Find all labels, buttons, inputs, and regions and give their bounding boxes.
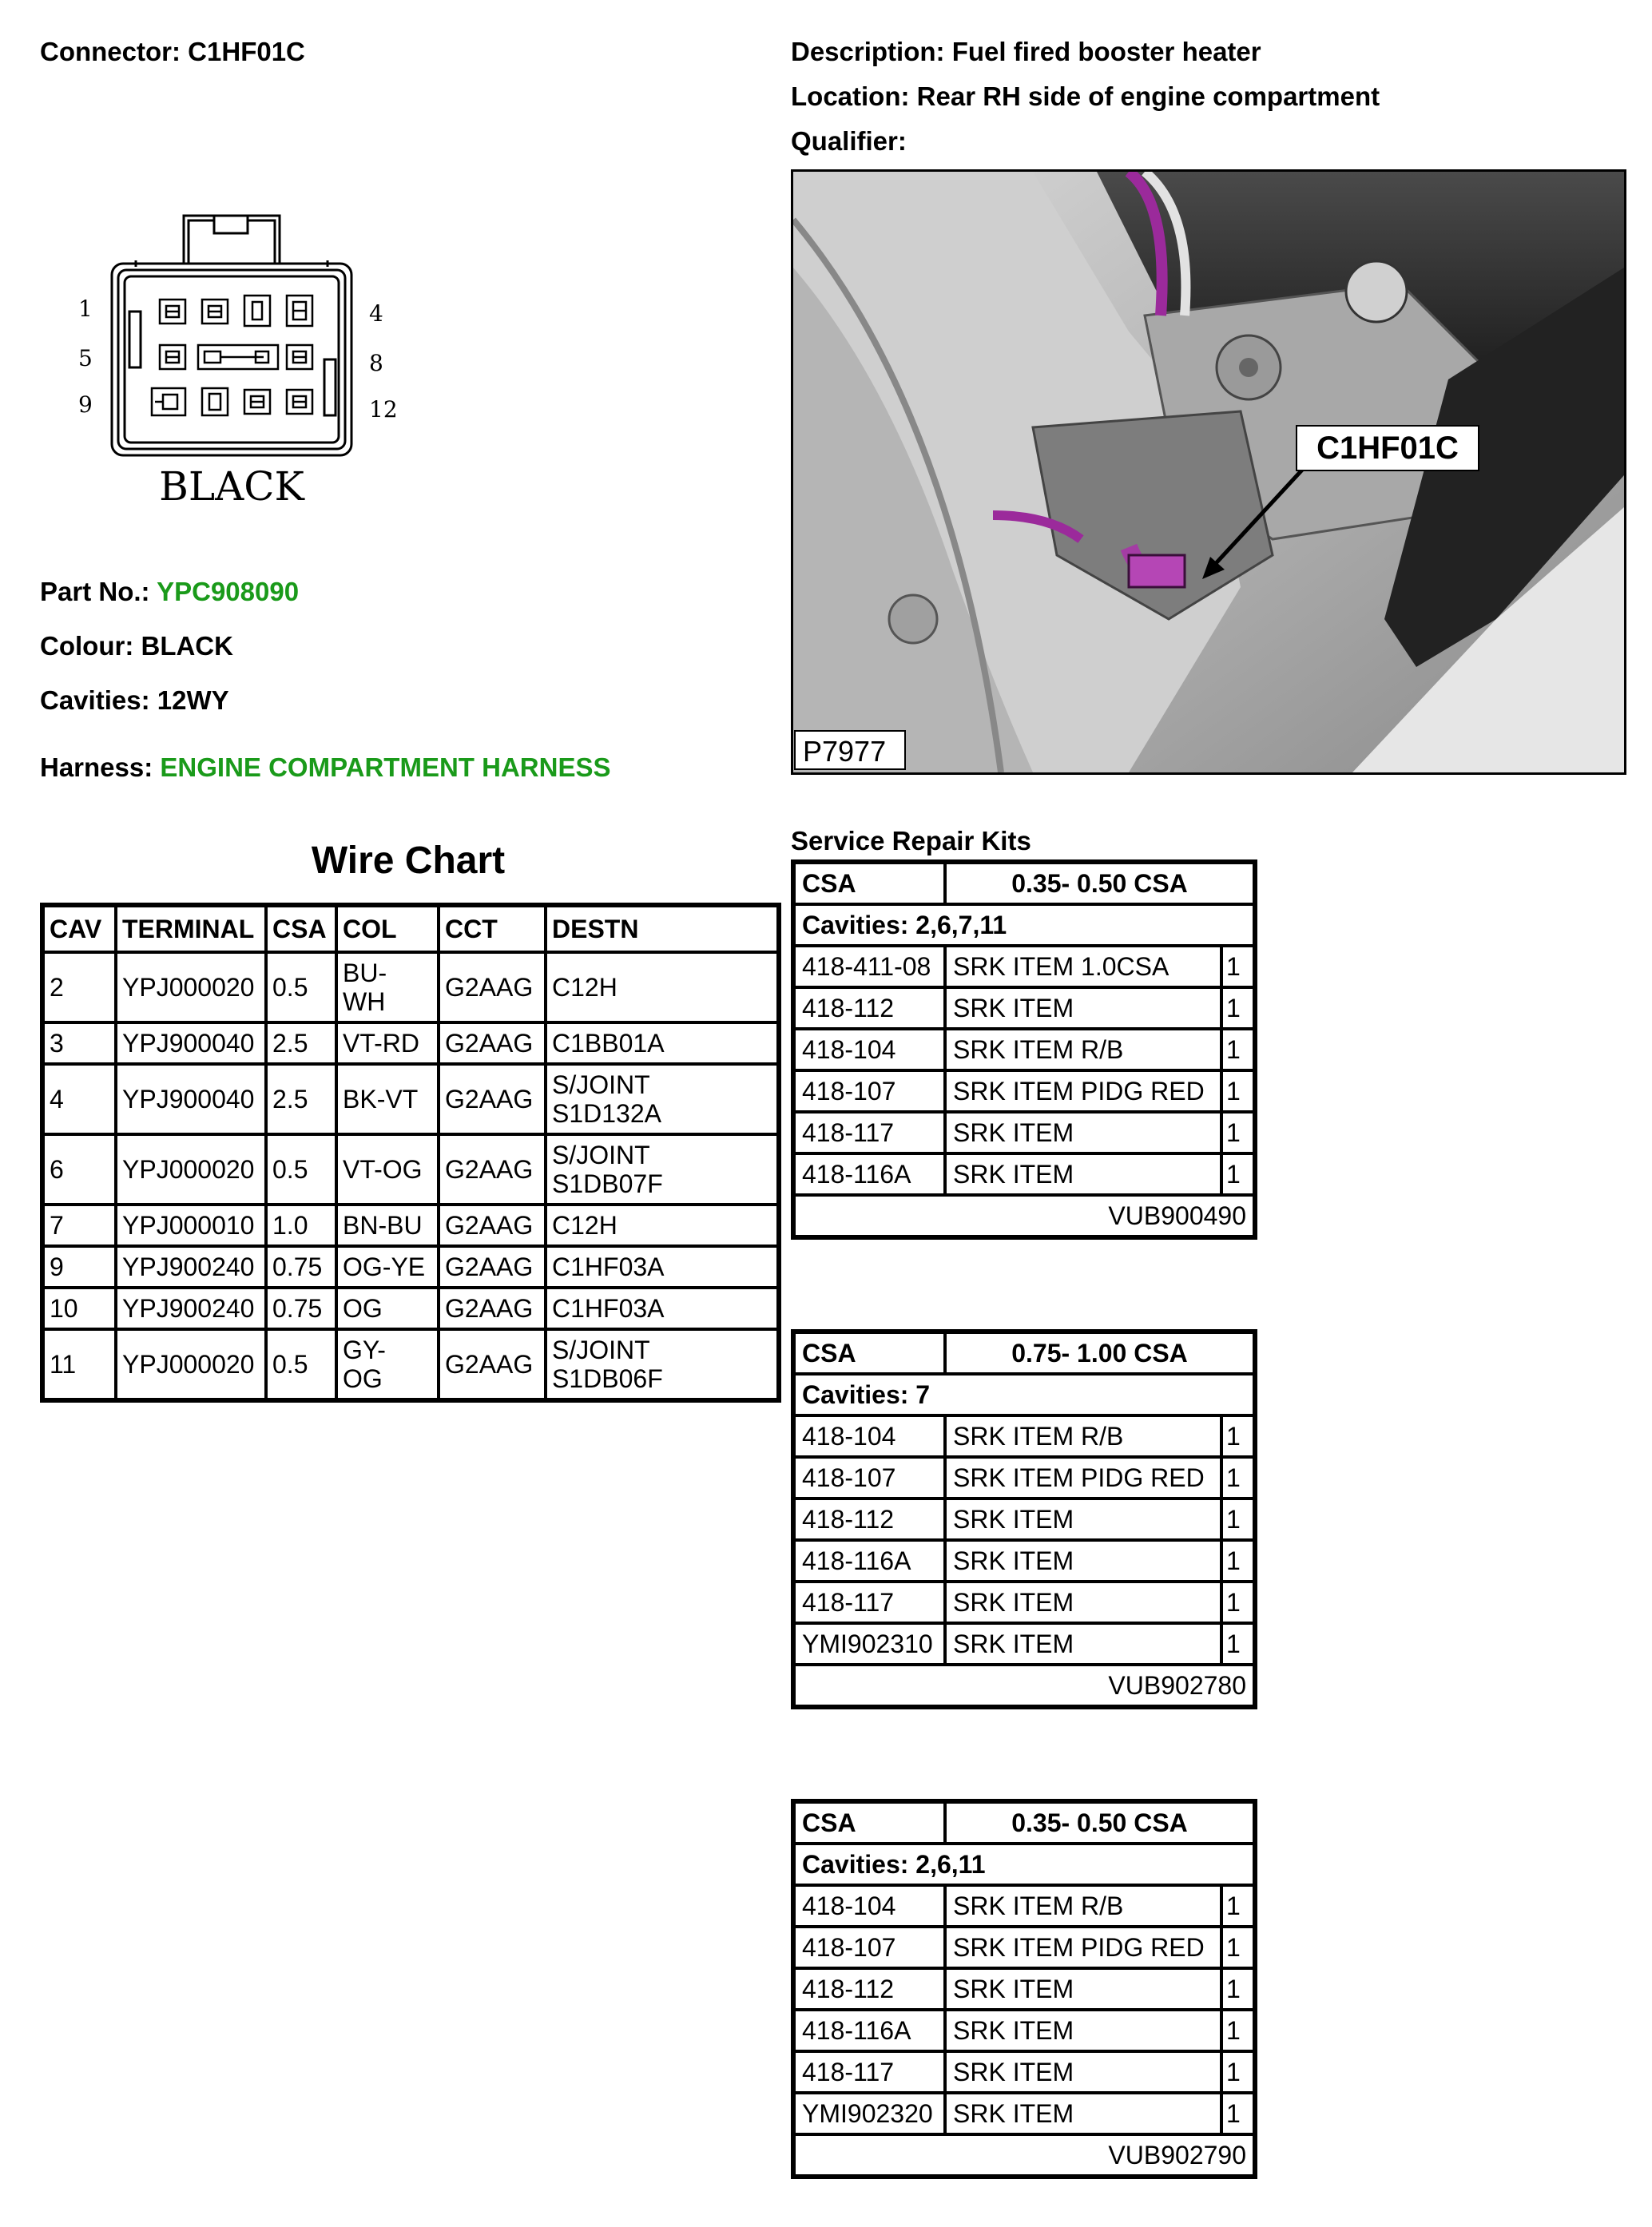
kit-item-description: SRK ITEM — [945, 1968, 1221, 2010]
kit-item-quantity: 1 — [1221, 1070, 1255, 1112]
colour-label: Colour: — [40, 631, 134, 661]
table-row — [42, 952, 779, 1022]
col-cell — [336, 1134, 439, 1205]
col-cell — [336, 1329, 439, 1400]
destn-cell-line: S/JOINT — [552, 1336, 650, 1364]
location-value: Rear RH side of engine compartment — [916, 81, 1380, 111]
kit-item-row — [793, 1968, 1255, 2010]
kit-csa-range: 0.35- 0.50 CSA — [945, 1801, 1255, 1844]
csa-cell: 0.5 — [266, 1134, 336, 1205]
col-cell — [336, 1246, 439, 1288]
kit-item-description: SRK ITEM — [945, 1499, 1221, 1540]
destn-cell-line: C1BB01A — [552, 1029, 665, 1058]
kit-item-description: SRK ITEM PIDG RED — [945, 1927, 1221, 1968]
destn-cell — [546, 1022, 779, 1064]
kit-item-quantity: 1 — [1221, 1029, 1255, 1070]
cct-cell: G2AAG — [439, 1288, 546, 1329]
cct-cell: G2AAG — [439, 1329, 546, 1400]
connector-face-diagram — [72, 208, 407, 527]
col-cell-line: GY- — [343, 1336, 386, 1364]
table-row — [42, 1205, 779, 1246]
kit-item-code: 418-104 — [793, 1885, 945, 1927]
kit-item-quantity: 1 — [1221, 946, 1255, 987]
kit-item-description: SRK ITEM — [945, 2093, 1221, 2134]
kit-header-row — [793, 1801, 1255, 1844]
cct-cell: G2AAG — [439, 952, 546, 1022]
kit-item-description: SRK ITEM — [945, 2010, 1221, 2051]
kit-item-description: SRK ITEM — [945, 1540, 1221, 1582]
wire-chart-table — [40, 903, 781, 1403]
csa-cell: 2.5 — [266, 1022, 336, 1064]
kit-item-row — [793, 1499, 1255, 1540]
harness-line — [40, 752, 610, 783]
part-no-label: Part No.: — [40, 577, 150, 606]
kit-item-code: 418-107 — [793, 1457, 945, 1499]
kit-item-row — [793, 2010, 1255, 2051]
description-value: Fuel fired booster heater — [951, 37, 1261, 66]
destn-cell — [546, 1134, 779, 1205]
kit-item-row — [793, 2051, 1255, 2093]
description-line — [791, 37, 1261, 67]
location-line — [791, 81, 1380, 112]
kit-item-quantity: 1 — [1221, 1415, 1255, 1457]
kit-item-description: SRK ITEM — [945, 987, 1221, 1029]
kit-item-code: 418-117 — [793, 1112, 945, 1153]
table-row — [42, 1246, 779, 1288]
kit-item-description: SRK ITEM PIDG RED — [945, 1457, 1221, 1499]
kit-item-code: YMI902320 — [793, 2093, 945, 2134]
cavities-label: Cavities: — [40, 685, 150, 715]
kit-item-quantity: 1 — [1221, 1927, 1255, 1968]
kit-item-code: 418-116A — [793, 2010, 945, 2051]
csa-cell: 0.5 — [266, 1329, 336, 1400]
kit-item-quantity: 1 — [1221, 2093, 1255, 2134]
cav-cell: 9 — [42, 1246, 116, 1288]
kit-item-row — [793, 1153, 1255, 1195]
table-row — [42, 1134, 779, 1205]
destn-cell-line: S1D132A — [552, 1099, 661, 1128]
col-cell-line: BU- — [343, 959, 387, 987]
pin-label-4: 4 — [369, 300, 383, 327]
csa-cell: 1.0 — [266, 1205, 336, 1246]
kit-csa-label: CSA — [793, 1801, 945, 1844]
col-cell-line: OG — [343, 1364, 383, 1393]
terminal-cell: YPJ900240 — [116, 1246, 266, 1288]
cav-cell: 3 — [42, 1022, 116, 1064]
csa-cell: 0.5 — [266, 952, 336, 1022]
kit-cavities-row — [793, 1374, 1255, 1415]
col-cell — [336, 1288, 439, 1329]
kit-csa-range: 0.75- 1.00 CSA — [945, 1332, 1255, 1374]
kit-item-row — [793, 1623, 1255, 1665]
description-label: Description: — [791, 37, 945, 66]
kit-item-quantity: 1 — [1221, 1153, 1255, 1195]
qualifier-label: Qualifier: — [791, 126, 907, 156]
col-cell — [336, 952, 439, 1022]
destn-cell — [546, 1288, 779, 1329]
kit-number-row — [793, 1195, 1255, 1237]
csa-cell: 2.5 — [266, 1064, 336, 1134]
col-cell-line: VT-RD — [343, 1029, 419, 1058]
wire-chart-title: Wire Chart — [311, 840, 506, 882]
kit-item-quantity: 1 — [1221, 1885, 1255, 1927]
kit-item-code: 418-104 — [793, 1415, 945, 1457]
cavities-line — [40, 685, 229, 716]
connector-value: C1HF01C — [188, 37, 305, 66]
part-number-line — [40, 577, 299, 607]
cav-cell: 7 — [42, 1205, 116, 1246]
cav-cell: 6 — [42, 1134, 116, 1205]
kit-item-row — [793, 1885, 1255, 1927]
kit-item-code: 418-116A — [793, 1540, 945, 1582]
kit-item-quantity: 1 — [1221, 1968, 1255, 2010]
kit-item-description: SRK ITEM — [945, 2051, 1221, 2093]
service-repair-kits-title: Service Repair Kits — [791, 826, 1031, 855]
kit-item-code: 418-117 — [793, 1582, 945, 1623]
terminal-cell: YPJ000020 — [116, 1329, 266, 1400]
kit-csa-label: CSA — [793, 1332, 945, 1374]
table-row — [42, 1288, 779, 1329]
col-header-cct: CCT — [439, 905, 546, 952]
kit-item-code: 418-117 — [793, 2051, 945, 2093]
kit-item-code: 418-107 — [793, 1927, 945, 1968]
kit-item-quantity: 1 — [1221, 987, 1255, 1029]
photo-callout: C1HF01C — [1316, 431, 1459, 466]
kit-item-quantity: 1 — [1221, 1112, 1255, 1153]
table-row — [42, 1329, 779, 1400]
kit-item-row — [793, 1582, 1255, 1623]
col-cell-line: VT-OG — [343, 1155, 423, 1184]
service-repair-kit-table — [791, 1799, 1257, 2179]
cct-cell: G2AAG — [439, 1064, 546, 1134]
kit-item-code: 418-107 — [793, 1070, 945, 1112]
cct-cell: G2AAG — [439, 1022, 546, 1064]
kit-item-description: SRK ITEM R/B — [945, 1029, 1221, 1070]
destn-cell-line: S1DB07F — [552, 1169, 663, 1198]
destn-cell — [546, 952, 779, 1022]
col-header-terminal: TERMINAL — [116, 905, 266, 952]
csa-cell: 0.75 — [266, 1246, 336, 1288]
col-cell — [336, 1022, 439, 1064]
cav-cell: 10 — [42, 1288, 116, 1329]
pin-label-1: 1 — [78, 296, 93, 322]
table-row — [42, 1064, 779, 1134]
kit-number: VUB900490 — [793, 1195, 1255, 1237]
kit-item-row — [793, 1112, 1255, 1153]
kit-header-row — [793, 1332, 1255, 1374]
kit-item-description: SRK ITEM R/B — [945, 1415, 1221, 1457]
kit-number: VUB902790 — [793, 2134, 1255, 2177]
terminal-cell: YPJ000020 — [116, 952, 266, 1022]
kit-item-code: YMI902310 — [793, 1623, 945, 1665]
destn-cell-line: S/JOINT — [552, 1141, 650, 1169]
cav-cell: 11 — [42, 1329, 116, 1400]
destn-cell — [546, 1064, 779, 1134]
destn-cell — [546, 1205, 779, 1246]
kit-csa-label: CSA — [793, 862, 945, 904]
connector-colour-label: BLACK — [159, 463, 304, 510]
kit-csa-range: 0.35- 0.50 CSA — [945, 862, 1255, 904]
table-row — [42, 1022, 779, 1064]
kit-item-quantity: 1 — [1221, 1623, 1255, 1665]
connector-location-photo — [791, 169, 1626, 775]
terminal-cell: YPJ900040 — [116, 1022, 266, 1064]
col-header-cav: CAV — [42, 905, 116, 952]
col-cell-line: BK-VT — [343, 1085, 419, 1114]
col-cell-line: OG — [343, 1294, 383, 1323]
terminal-cell: YPJ000020 — [116, 1134, 266, 1205]
kit-item-quantity: 1 — [1221, 1582, 1255, 1623]
kit-item-quantity: 1 — [1221, 2010, 1255, 2051]
col-cell-line: OG-YE — [343, 1252, 426, 1281]
terminal-cell: YPJ900240 — [116, 1288, 266, 1329]
kit-item-quantity: 1 — [1221, 1457, 1255, 1499]
kit-number-row — [793, 2134, 1255, 2177]
col-cell — [336, 1064, 439, 1134]
col-cell-line: WH — [343, 987, 386, 1016]
kit-item-row — [793, 1070, 1255, 1112]
cav-cell: 2 — [42, 952, 116, 1022]
cct-cell: G2AAG — [439, 1205, 546, 1246]
destn-cell-line: C1HF03A — [552, 1252, 665, 1281]
kit-header-row — [793, 862, 1255, 904]
kit-item-quantity: 1 — [1221, 1540, 1255, 1582]
kit-cavities-row — [793, 904, 1255, 946]
kit-item-row — [793, 1415, 1255, 1457]
destn-cell — [546, 1329, 779, 1400]
kit-item-description: SRK ITEM R/B — [945, 1885, 1221, 1927]
harness-link[interactable]: ENGINE COMPARTMENT HARNESS — [160, 752, 611, 782]
destn-cell-line: S/JOINT — [552, 1070, 650, 1099]
col-header-col: COL — [336, 905, 439, 952]
kit-item-row — [793, 1540, 1255, 1582]
kit-item-row — [793, 1927, 1255, 1968]
service-repair-kit-table — [791, 859, 1257, 1240]
kit-item-code: 418-112 — [793, 987, 945, 1029]
col-header-destn: DESTN — [546, 905, 779, 952]
kit-item-quantity: 1 — [1221, 2051, 1255, 2093]
kit-item-code: 418-411-08 — [793, 946, 945, 987]
kit-number: VUB902780 — [793, 1665, 1255, 1707]
cct-cell: G2AAG — [439, 1246, 546, 1288]
kit-item-description: SRK ITEM — [945, 1112, 1221, 1153]
kit-item-description: SRK ITEM — [945, 1153, 1221, 1195]
engine-bay-illustration — [793, 172, 1624, 772]
kit-item-row — [793, 1029, 1255, 1070]
kit-item-description: SRK ITEM — [945, 1623, 1221, 1665]
cct-cell: G2AAG — [439, 1134, 546, 1205]
cavities-value: 12WY — [157, 685, 229, 715]
destn-cell — [546, 1246, 779, 1288]
kit-item-row — [793, 1457, 1255, 1499]
cav-cell: 4 — [42, 1064, 116, 1134]
destn-cell-line: C12H — [552, 1211, 618, 1240]
wire-chart-header-row — [42, 905, 779, 952]
kit-cavities: Cavities: 2,6,7,11 — [793, 904, 1255, 946]
kit-cavities: Cavities: 7 — [793, 1374, 1255, 1415]
kit-item-quantity: 1 — [1221, 1499, 1255, 1540]
colour-line — [40, 631, 233, 661]
service-repair-kit-table — [791, 1329, 1257, 1709]
pin-label-12: 12 — [369, 396, 398, 423]
pin-label-5: 5 — [78, 345, 93, 371]
connector-label: Connector: — [40, 37, 181, 66]
harness-label: Harness: — [40, 752, 153, 782]
col-header-csa: CSA — [266, 905, 336, 952]
kit-cavities: Cavities: 2,6,11 — [793, 1844, 1255, 1885]
terminal-cell: YPJ900040 — [116, 1064, 266, 1134]
kit-cavities-row — [793, 1844, 1255, 1885]
kit-item-row — [793, 946, 1255, 987]
kit-item-code: 418-104 — [793, 1029, 945, 1070]
part-no-link[interactable]: YPC908090 — [157, 577, 300, 606]
kit-item-row — [793, 987, 1255, 1029]
connector-heading — [40, 37, 305, 67]
colour-value: BLACK — [141, 631, 233, 661]
col-cell-line: BN-BU — [343, 1211, 423, 1240]
kit-item-description: SRK ITEM PIDG RED — [945, 1070, 1221, 1112]
terminal-cell: YPJ000010 — [116, 1205, 266, 1246]
kit-item-description: SRK ITEM — [945, 1582, 1221, 1623]
kit-item-code: 418-112 — [793, 1968, 945, 2010]
kit-item-code: 418-116A — [793, 1153, 945, 1195]
pin-label-9: 9 — [78, 391, 93, 418]
csa-cell: 0.75 — [266, 1288, 336, 1329]
pin-label-8: 8 — [369, 350, 383, 376]
photo-reference: P7977 — [803, 735, 887, 768]
destn-cell-line: C1HF03A — [552, 1294, 665, 1323]
qualifier-line — [791, 126, 907, 157]
kit-item-description: SRK ITEM 1.0CSA — [945, 946, 1221, 987]
destn-cell-line: C12H — [552, 973, 618, 1002]
location-label: Location: — [791, 81, 910, 111]
kit-item-row — [793, 2093, 1255, 2134]
kit-item-code: 418-112 — [793, 1499, 945, 1540]
kit-number-row — [793, 1665, 1255, 1707]
col-cell — [336, 1205, 439, 1246]
destn-cell-line: S1DB06F — [552, 1364, 663, 1393]
